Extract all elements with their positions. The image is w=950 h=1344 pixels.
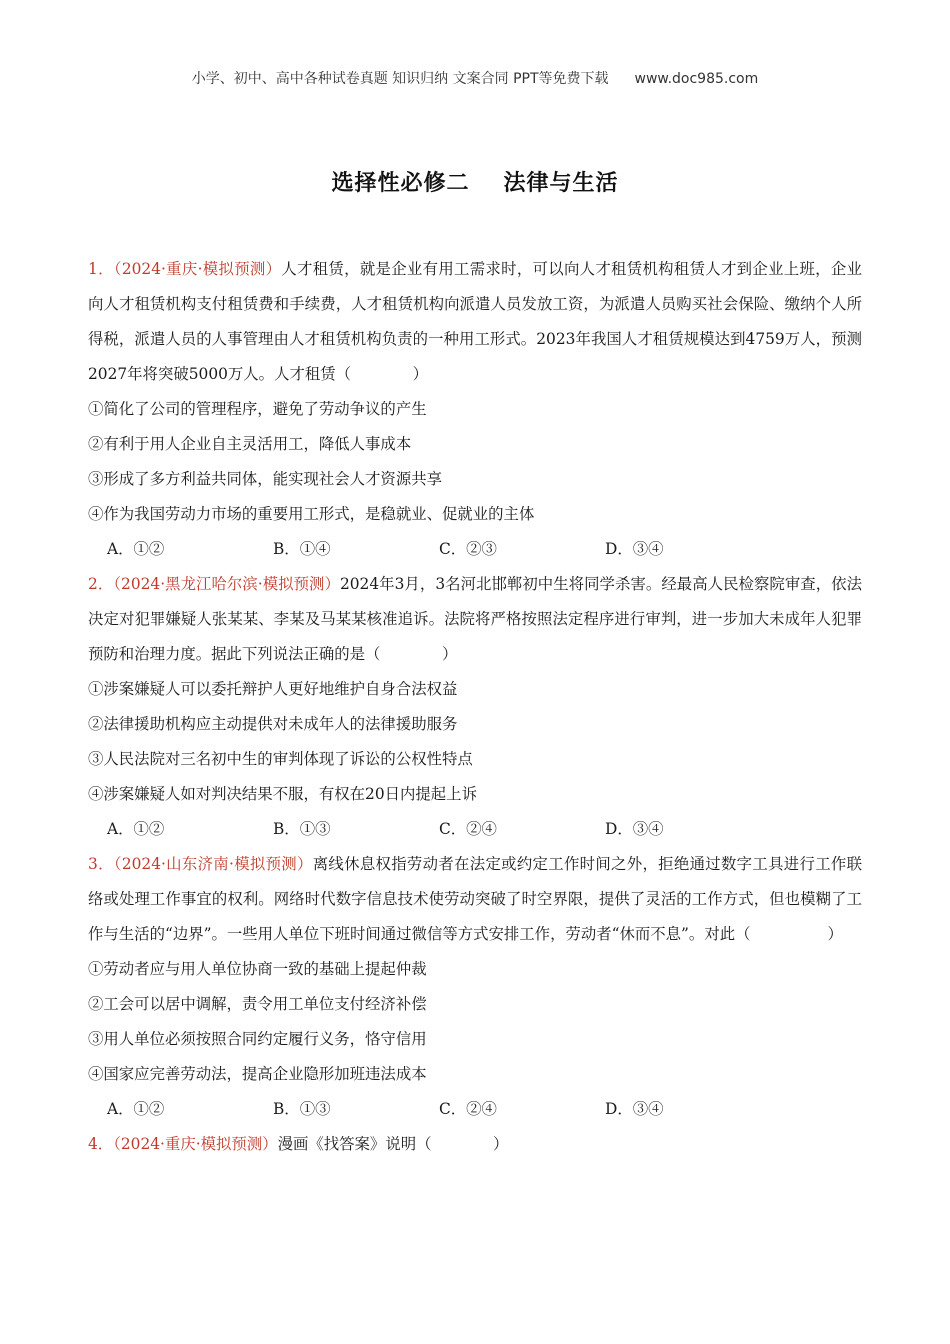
question-source: （2024·山东济南·模拟预测） xyxy=(113,855,313,873)
choice-a: A．①② xyxy=(107,820,165,838)
choice-b: B．①③ xyxy=(273,1100,331,1118)
question-stem xyxy=(88,1127,862,1162)
question-1 xyxy=(88,252,862,567)
choice-d: D．③④ xyxy=(605,820,664,838)
option-statement: ②有利于用人企业自主灵活用工，降低人事成本 xyxy=(88,435,412,453)
option-statement: ①简化了公司的管理程序，避免了劳动争议的产生 xyxy=(88,400,427,418)
question-source: （2024·重庆·模拟预测） xyxy=(113,260,282,278)
title-part2: 法律与生活 xyxy=(503,171,619,196)
choice-a: A．①② xyxy=(107,1100,165,1118)
page-title xyxy=(0,166,950,197)
answer-choices xyxy=(88,1092,862,1127)
question-3 xyxy=(88,847,862,1127)
option-statement: ④国家应完善劳动法，提高企业隐形加班违法成本 xyxy=(88,1065,427,1083)
question-number: 4． xyxy=(88,1135,114,1153)
question-source: （2024·重庆·模拟预测） xyxy=(113,1135,278,1153)
option-statement: ④涉案嫌疑人如对判决结果不服，有权在20日内提起上诉 xyxy=(88,785,477,803)
question-text: 离线休息权指劳动者在法定或约定工作时间之外，拒绝通过数字工具进行工作联络或处理工作事宜的权利。网络时代数字信息技术使劳动突破了时空界限，提供了灵活的工作方式，但也模糊了工作与生活的“边界”。一些用人单位下班时间通过微信等方式安排工作，劳动者“休而不息”。对此（ ） xyxy=(88,855,862,943)
choice-d: D．③④ xyxy=(605,1100,664,1118)
option-statement: ②法律援助机构应主动提供对未成年人的法律援助服务 xyxy=(88,715,458,733)
choice-c: C．②④ xyxy=(439,820,497,838)
question-4 xyxy=(88,1127,862,1162)
question-text: 漫画《找答案》说明（ ） xyxy=(277,1135,509,1153)
header-site-link[interactable]: www.doc985.com xyxy=(634,71,759,87)
choice-b: B．①③ xyxy=(273,820,331,838)
question-number: 1． xyxy=(88,260,114,278)
option-statement: ①涉案嫌疑人可以委托辩护人更好地维护自身合法权益 xyxy=(88,680,458,698)
answer-choices xyxy=(88,532,862,567)
question-number: 2． xyxy=(88,575,114,593)
option-statement: ①劳动者应与用人单位协商一致的基础上提起仲裁 xyxy=(88,960,427,978)
option-statement: ④作为我国劳动力市场的重要用工形式，是稳就业、促就业的主体 xyxy=(88,505,535,523)
question-number: 3． xyxy=(88,855,114,873)
question-stem xyxy=(88,567,862,672)
option-statement: ③人民法院对三名初中生的审判体现了诉讼的公权性特点 xyxy=(88,750,473,768)
header-text: 小学、初中、高中各种试卷真题 知识归纳 文案合同 PPT等免费下载 xyxy=(191,71,609,87)
question-source: （2024·黑龙江哈尔滨·模拟预测） xyxy=(113,575,340,593)
question-stem xyxy=(88,252,862,392)
question-text: 人才租赁，就是企业有用工需求时，可以向人才租赁机构租赁人才到企业上班，企业向人才租赁机构支付租赁费和手续费，人才租赁机构向派遣人员发放工资，为派遣人员购买社会保险、缴纳个人所得税，派遣人员的人事管理由人才租赁机构负责的一种用工形式。2023年我国人才租赁规模达到4759万人，预测2027年将突破5000万人。人才租赁（ ） xyxy=(88,260,862,383)
choice-c: C．②④ xyxy=(439,1100,497,1118)
question-2 xyxy=(88,567,862,847)
question-stem xyxy=(88,847,862,952)
option-statement: ②工会可以居中调解，责令用工单位支付经济补偿 xyxy=(88,995,427,1013)
page-header xyxy=(0,68,950,88)
choice-c: C．②③ xyxy=(439,540,497,558)
option-statement: ③形成了多方利益共同体，能实现社会人才资源共享 xyxy=(88,470,442,488)
question-text: 2024年3月，3名河北邯郸初中生将同学杀害。经最高人民检察院审查，依法决定对犯罪嫌疑人张某某、李某及马某某核准追诉。法院将严格按照法定程序进行审判，进一步加大未成年人犯罪预防和治理力度。据此下列说法正确的是（ ） xyxy=(88,575,862,663)
choice-d: D．③④ xyxy=(605,540,664,558)
option-statement: ③用人单位必须按照合同约定履行义务，恪守信用 xyxy=(88,1030,427,1048)
choice-a: A．①② xyxy=(107,540,165,558)
title-part1: 选择性必修二 xyxy=(331,171,470,196)
answer-choices xyxy=(88,812,862,847)
choice-b: B．①④ xyxy=(273,540,331,558)
question-list xyxy=(88,252,862,1162)
